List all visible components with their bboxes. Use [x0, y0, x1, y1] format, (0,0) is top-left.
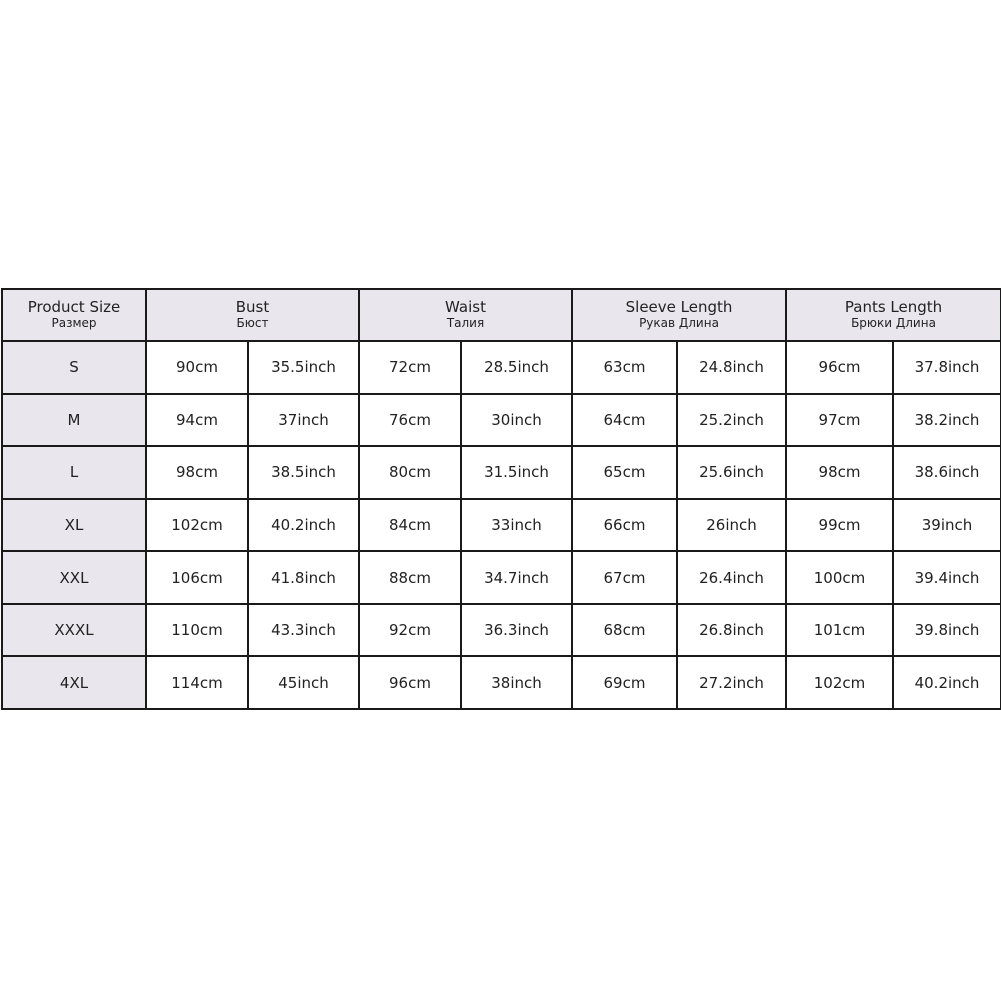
pants-inch-cell: 37.8inch [893, 341, 1001, 394]
table-row [2, 499, 1001, 552]
header-title: Bust [235, 298, 270, 316]
header-sleeve-length [572, 289, 786, 341]
bust-inch-cell: 37inch [248, 394, 359, 447]
header-title: Product Size [27, 298, 121, 316]
size-cell: S [2, 341, 146, 394]
waist-cm-cell: 76cm [359, 394, 461, 447]
table-row [2, 551, 1001, 604]
header-title: Pants Length [844, 298, 943, 316]
sleeve-inch-cell: 27.2inch [677, 656, 786, 709]
pants-cm-cell: 98cm [786, 446, 893, 499]
pants-inch-cell: 40.2inch [893, 656, 1001, 709]
pants-inch-cell: 39.4inch [893, 551, 1001, 604]
table-row [2, 604, 1001, 657]
waist-inch-cell: 31.5inch [461, 446, 572, 499]
sleeve-cm-cell: 65cm [572, 446, 677, 499]
sleeve-inch-cell: 25.2inch [677, 394, 786, 447]
sleeve-inch-cell: 26.8inch [677, 604, 786, 657]
pants-cm-cell: 97cm [786, 394, 893, 447]
sleeve-cm-cell: 69cm [572, 656, 677, 709]
pants-inch-cell: 38.6inch [893, 446, 1001, 499]
sleeve-cm-cell: 63cm [572, 341, 677, 394]
bust-inch-cell: 35.5inch [248, 341, 359, 394]
header-bust [146, 289, 359, 341]
sleeve-cm-cell: 64cm [572, 394, 677, 447]
waist-inch-cell: 36.3inch [461, 604, 572, 657]
table-row [2, 656, 1001, 709]
pants-cm-cell: 100cm [786, 551, 893, 604]
waist-cm-cell: 88cm [359, 551, 461, 604]
sleeve-inch-cell: 26inch [677, 499, 786, 552]
pants-cm-cell: 96cm [786, 341, 893, 394]
waist-cm-cell: 92cm [359, 604, 461, 657]
bust-cm-cell: 98cm [146, 446, 248, 499]
sleeve-inch-cell: 26.4inch [677, 551, 786, 604]
table-row [2, 341, 1001, 394]
bust-inch-cell: 40.2inch [248, 499, 359, 552]
waist-cm-cell: 72cm [359, 341, 461, 394]
size-cell: M [2, 394, 146, 447]
sleeve-inch-cell: 25.6inch [677, 446, 786, 499]
pants-cm-cell: 99cm [786, 499, 893, 552]
pants-cm-cell: 101cm [786, 604, 893, 657]
size-chart-table [1, 288, 1001, 710]
size-cell: XL [2, 499, 146, 552]
bust-inch-cell: 43.3inch [248, 604, 359, 657]
waist-cm-cell: 80cm [359, 446, 461, 499]
header-subtitle: Размер [51, 316, 97, 330]
header-waist [359, 289, 572, 341]
size-cell: L [2, 446, 146, 499]
waist-cm-cell: 84cm [359, 499, 461, 552]
table-row [2, 446, 1001, 499]
pants-cm-cell: 102cm [786, 656, 893, 709]
header-subtitle: Брюки Длина [851, 316, 936, 330]
header-pants-length [786, 289, 1001, 341]
size-cell: XXXL [2, 604, 146, 657]
waist-inch-cell: 33inch [461, 499, 572, 552]
header-subtitle: Бюст [236, 316, 269, 330]
bust-inch-cell: 38.5inch [248, 446, 359, 499]
bust-inch-cell: 45inch [248, 656, 359, 709]
bust-cm-cell: 102cm [146, 499, 248, 552]
bust-cm-cell: 90cm [146, 341, 248, 394]
waist-inch-cell: 30inch [461, 394, 572, 447]
bust-inch-cell: 41.8inch [248, 551, 359, 604]
bust-cm-cell: 94cm [146, 394, 248, 447]
header-row [2, 289, 1001, 341]
waist-cm-cell: 96cm [359, 656, 461, 709]
header-subtitle: Талия [446, 316, 485, 330]
sleeve-cm-cell: 67cm [572, 551, 677, 604]
size-cell: 4XL [2, 656, 146, 709]
pants-inch-cell: 38.2inch [893, 394, 1001, 447]
waist-inch-cell: 34.7inch [461, 551, 572, 604]
table-row [2, 394, 1001, 447]
header-title: Waist [445, 298, 486, 316]
header-subtitle: Рукав Длина [639, 316, 719, 330]
size-cell: XXL [2, 551, 146, 604]
waist-inch-cell: 38inch [461, 656, 572, 709]
sleeve-cm-cell: 68cm [572, 604, 677, 657]
pants-inch-cell: 39inch [893, 499, 1001, 552]
waist-inch-cell: 28.5inch [461, 341, 572, 394]
bust-cm-cell: 114cm [146, 656, 248, 709]
sleeve-cm-cell: 66cm [572, 499, 677, 552]
sleeve-inch-cell: 24.8inch [677, 341, 786, 394]
pants-inch-cell: 39.8inch [893, 604, 1001, 657]
header-product-size [2, 289, 146, 341]
header-title: Sleeve Length [625, 298, 733, 316]
bust-cm-cell: 110cm [146, 604, 248, 657]
bust-cm-cell: 106cm [146, 551, 248, 604]
